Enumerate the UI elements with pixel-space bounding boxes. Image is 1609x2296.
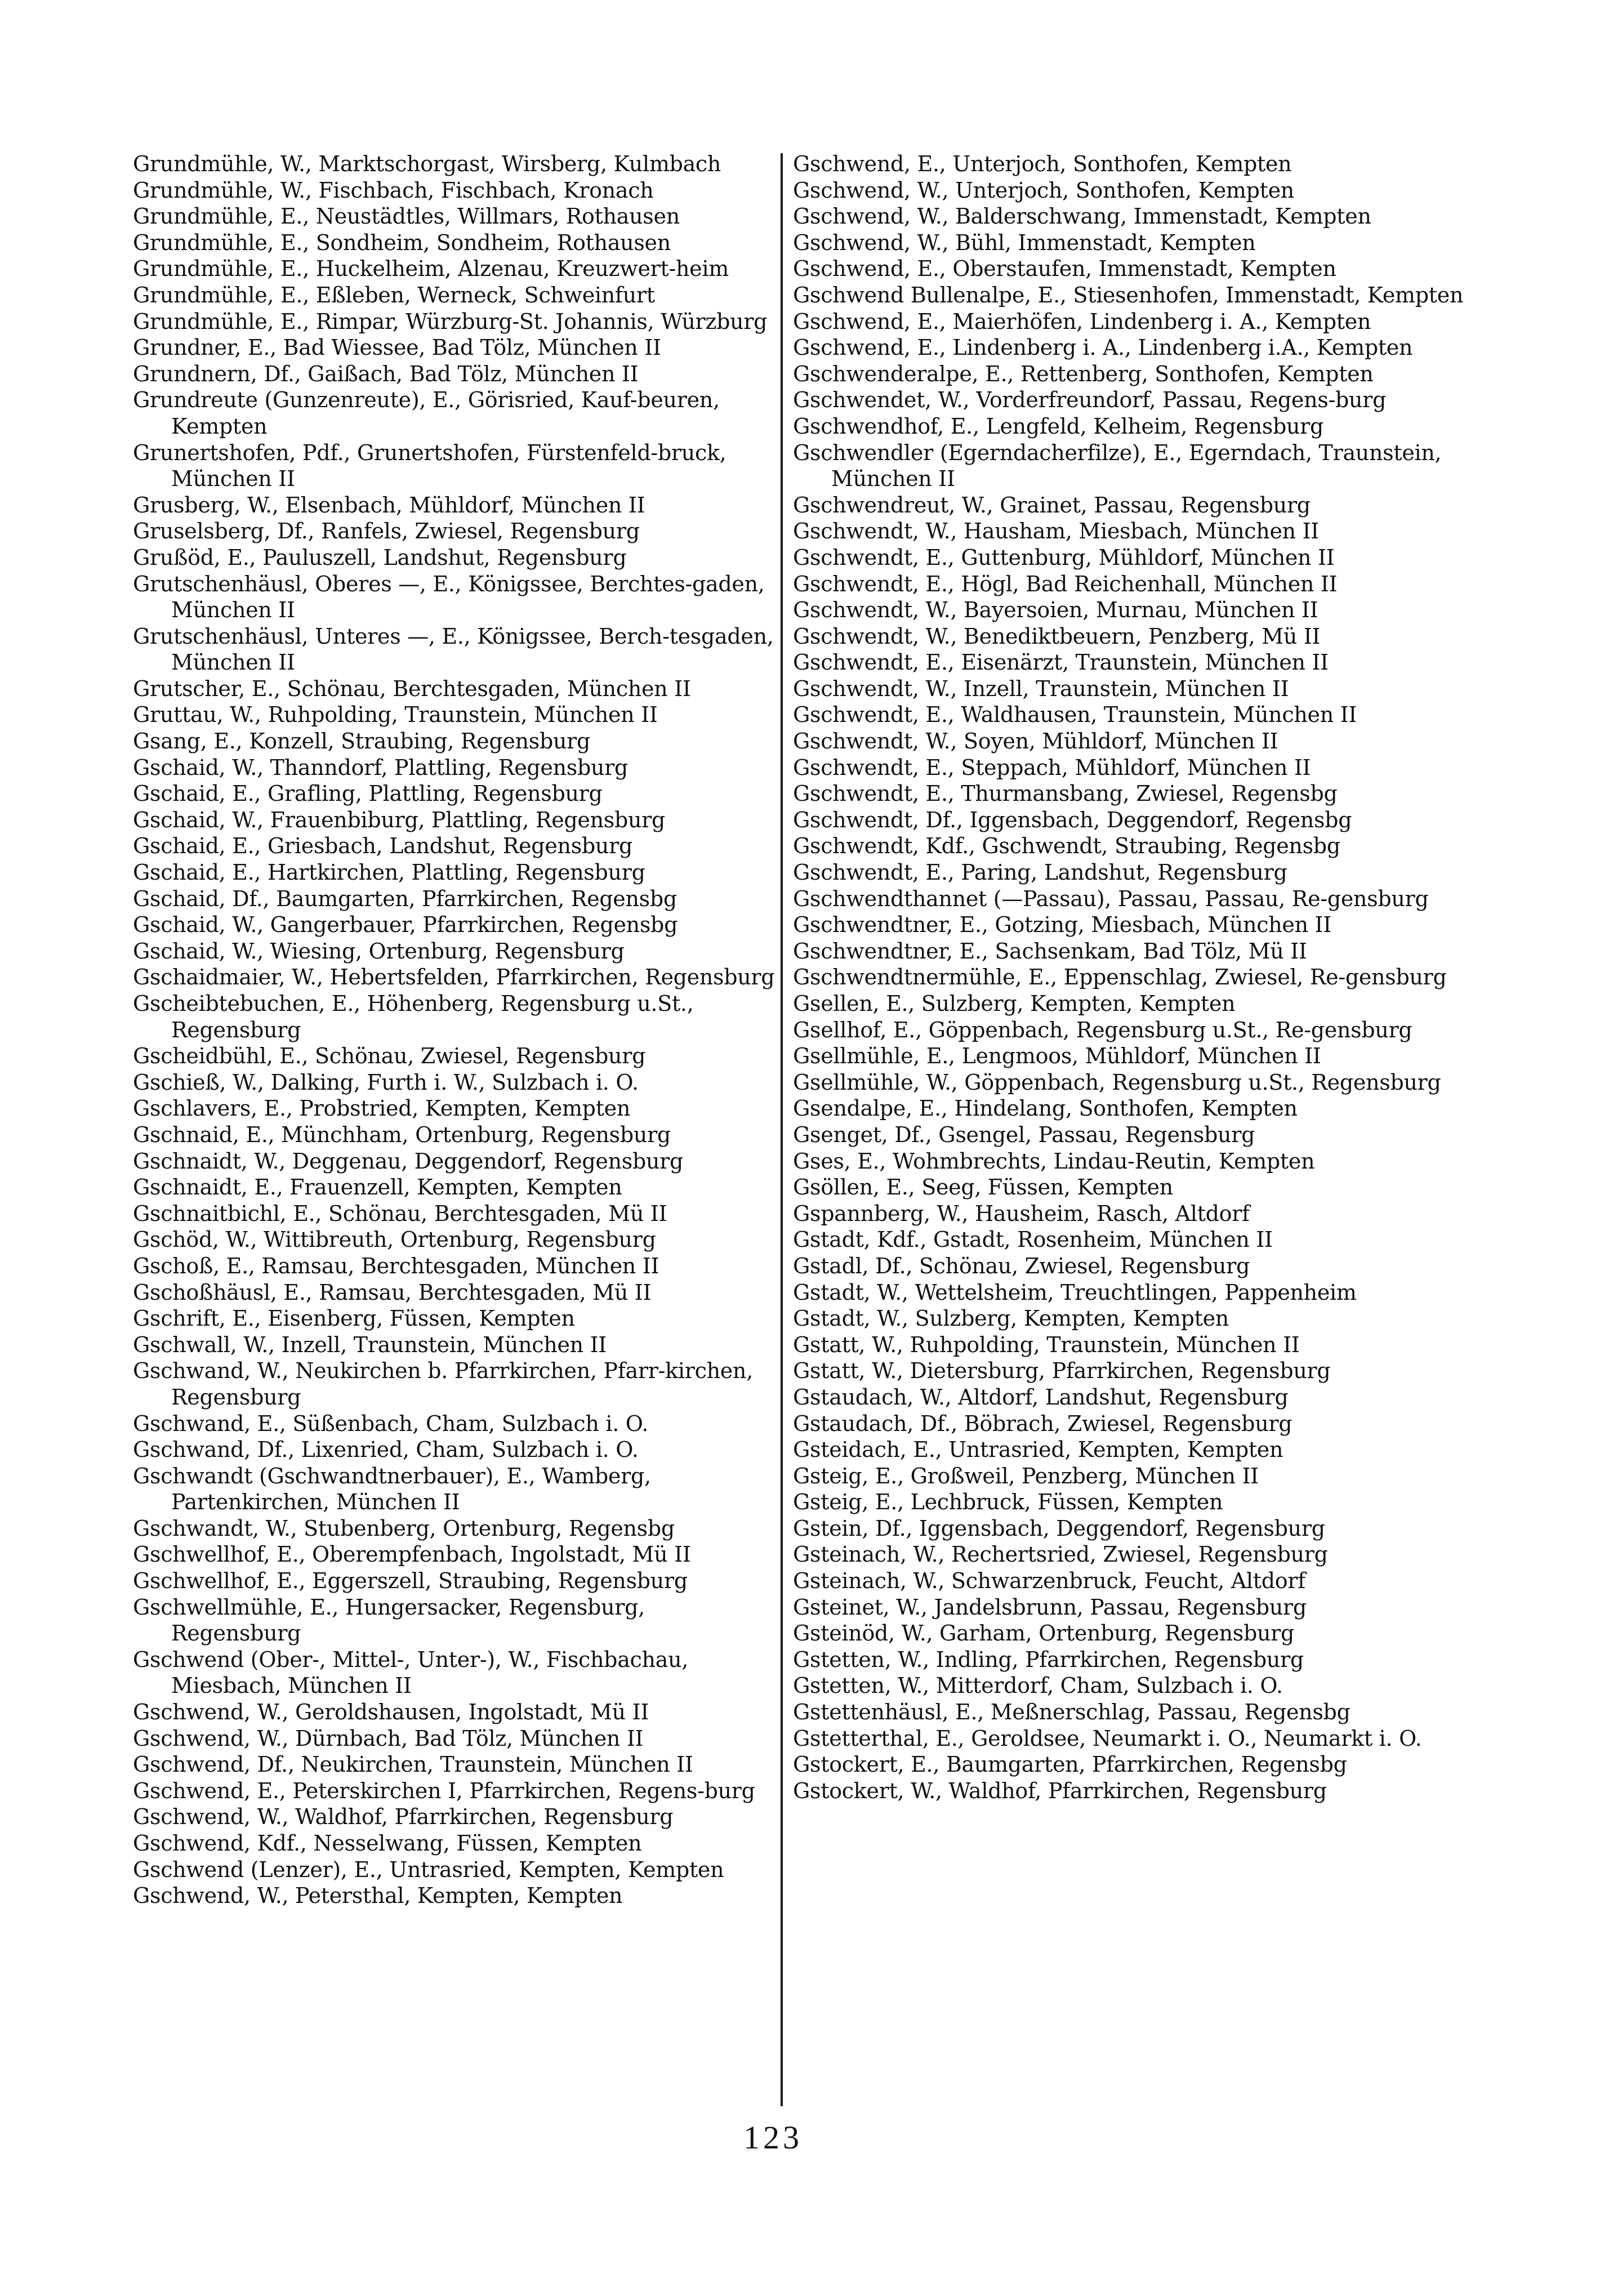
- index-entry: Gstockert, E., Baumgarten, Pfarrkirchen, Regensbg: [793, 1752, 1347, 1777]
- index-entry: Gschlavers, E., Probstried, Kempten, Kempten: [133, 1096, 631, 1121]
- index-entry: Gstadt, Kdf., Gstadt, Rosenheim, München II: [793, 1227, 1273, 1252]
- index-entry: Gsellhof, E., Göppenbach, Regensburg u.St., Re-gensburg: [793, 1017, 1412, 1042]
- index-entry: Gschwellhof, E., Eggerszell, Straubing, Regensburg: [133, 1568, 688, 1594]
- index-entry: Gschaid, W., Thanndorf, Plattling, Regensburg: [133, 755, 629, 780]
- index-entry: Gschwend, Df., Neukirchen, Traunstein, München II: [133, 1752, 693, 1777]
- index-entry: Gschaid, Df., Baumgarten, Pfarrkirchen, Regensbg: [133, 886, 677, 911]
- index-entry: Gschwendhof, E., Lengfeld, Kelheim, Regensburg: [793, 413, 1324, 439]
- index-entry: Gschwend, W., Petersthal, Kempten, Kempten: [133, 1883, 623, 1909]
- index-entry: Gschaidmaier, W., Hebertsfelden, Pfarrkirchen, Regensburg: [133, 965, 775, 990]
- index-entry: Gschwendt, E., Thurmansbang, Zwiesel, Regensbg: [793, 781, 1338, 806]
- index-entry: Gschwendt, Kdf., Gschwendt, Straubing, Regensbg: [793, 833, 1340, 859]
- index-entry: Gschnaidt, E., Frauenzell, Kempten, Kempten: [133, 1175, 622, 1200]
- index-entry: Grundmühle, W., Fischbach, Fischbach, Kronach: [133, 177, 654, 203]
- index-entry: Grundmühle, E., Sondheim, Sondheim, Rothausen: [133, 230, 671, 255]
- index-entry: Gschwendtner, E., Gotzing, Miesbach, München II: [793, 912, 1331, 938]
- index-entry: Gschaid, W., Wiesing, Ortenburg, Regensburg: [133, 938, 625, 964]
- column-divider: [781, 153, 783, 2106]
- index-entry: Gschwandt, W., Stubenberg, Ortenburg, Regensbg: [133, 1515, 675, 1541]
- index-entry: Gschwandt (Gschwandtnerbauer), E., Wamberg, Partenkirchen, München II: [133, 1463, 651, 1515]
- index-entry: Gruselsberg, Df., Ranfels, Zwiesel, Regensburg: [133, 519, 640, 544]
- index-entry: Grundmühle, W., Marktschorgast, Wirsberg, Kulmbach: [133, 151, 721, 176]
- index-entry: Grutschenhäusl, Oberes —, E., Königssee, Berchtes-gaden, München II: [133, 571, 765, 623]
- index-entry: Gschwend, E., Maierhöfen, Lindenberg i. A., Kempten: [793, 309, 1371, 334]
- index-entry: Grundmühle, E., Neustädtles, Willmars, Rothausen: [133, 204, 680, 229]
- index-entry: Gses, E., Wohmbrechts, Lindau-Reutin, Kempten: [793, 1148, 1315, 1174]
- index-entry: Gschwend, E., Oberstaufen, Immenstadt, Kempten: [793, 256, 1336, 282]
- index-entry: Grundnern, Df., Gaißach, Bad Tölz, München II: [133, 361, 639, 386]
- index-entry: Gschwendt, W., Bayersoien, Murnau, München II: [793, 598, 1318, 623]
- page-number: 123: [743, 2119, 803, 2156]
- index-entry: Gschnaitbichl, E., Schönau, Berchtesgaden, Mü II: [133, 1201, 667, 1226]
- index-entry: Gsteig, E., Großweil, Penzberg, München II: [793, 1463, 1259, 1488]
- index-entry: Grutschenhäusl, Unteres —, E., Königssee, Berch-tesgaden, München II: [133, 623, 774, 675]
- index-entry: Gstatt, W., Dietersburg, Pfarrkirchen, Regensburg: [793, 1358, 1331, 1384]
- index-entry: Gstatt, W., Ruhpolding, Traunstein, München II: [793, 1332, 1300, 1357]
- right-column: [793, 151, 1469, 1804]
- index-entry: Gsteinach, W., Rechertsried, Zwiesel, Regensburg: [793, 1542, 1328, 1567]
- index-entry: Gschwendtner, E., Sachsenkam, Bad Tölz, Mü II: [793, 938, 1307, 964]
- index-entry: Gsellen, E., Sulzberg, Kempten, Kempten: [793, 991, 1236, 1016]
- index-entry: Gschwand, E., Süßenbach, Cham, Sulzbach i. O.: [133, 1411, 649, 1436]
- index-entry: Gschwellmühle, E., Hungersacker, Regensburg, Regensburg: [133, 1594, 645, 1646]
- index-entry: Gscheibtebuchen, E., Höhenberg, Regensburg u.St., Regensburg: [133, 991, 694, 1042]
- index-entry: Gsteinet, W., Jandelsbrunn, Passau, Regensburg: [793, 1594, 1307, 1620]
- index-entry: Gschwend (Lenzer), E., Untrasried, Kempten, Kempten: [133, 1857, 724, 1882]
- index-entry: Gschnaid, E., Münchham, Ortenburg, Regensburg: [133, 1122, 671, 1147]
- index-entry: Gschwend, W., Waldhof, Pfarrkirchen, Regensburg: [133, 1804, 674, 1830]
- index-entry: Gschaid, E., Griesbach, Landshut, Regensburg: [133, 833, 632, 859]
- index-entry: Gschwall, W., Inzell, Traunstein, München II: [133, 1332, 607, 1357]
- index-entry: Gstetten, W., Mitterdorf, Cham, Sulzbach i. O.: [793, 1673, 1283, 1698]
- index-entry: Grutscher, E., Schönau, Berchtesgaden, München II: [133, 676, 691, 701]
- index-entry: Gsellmühle, E., Lengmoos, Mühldorf, München II: [793, 1044, 1321, 1069]
- index-entry: Grusberg, W., Elsenbach, Mühldorf, München II: [133, 492, 645, 518]
- index-entry: Gschwend, W., Unterjoch, Sonthofen, Kempten: [793, 177, 1294, 203]
- index-entry: Gschwendt, E., Steppach, Mühldorf, München II: [793, 755, 1311, 780]
- index-entry: Gsteinöd, W., Garham, Ortenburg, Regensburg: [793, 1621, 1295, 1646]
- index-entry: Gschwellhof, E., Oberempfenbach, Ingolstadt, Mü II: [133, 1542, 691, 1567]
- index-entry: Gschwendt, E., Waldhausen, Traunstein, München II: [793, 702, 1357, 728]
- index-entry: Gstadl, Df., Schönau, Zwiesel, Regensburg: [793, 1253, 1250, 1278]
- index-entry: Gschwend, Kdf., Nesselwang, Füssen, Kempten: [133, 1831, 642, 1856]
- index-entry: Gsteinach, W., Schwarzenbruck, Feucht, Altdorf: [793, 1568, 1305, 1594]
- index-entry: Gschwend, E., Unterjoch, Sonthofen, Kempten: [793, 151, 1292, 176]
- index-entry: Grundreute (Gunzenreute), E., Görisried, Kauf-beuren, Kempten: [133, 387, 720, 439]
- index-entry: Gschwendt, W., Benediktbeuern, Penzberg, Mü II: [793, 623, 1321, 649]
- index-entry: Gschaid, W., Frauenbiburg, Plattling, Regensburg: [133, 807, 666, 832]
- index-entry: Gstetten, W., Indling, Pfarrkirchen, Regensburg: [793, 1647, 1304, 1672]
- index-entry: Gstaudach, W., Altdorf, Landshut, Regensburg: [793, 1384, 1289, 1410]
- index-entry: Gschwendt, E., Guttenburg, Mühldorf, München II: [793, 545, 1335, 570]
- index-entry: Gschwendreut, W., Grainet, Passau, Regensburg: [793, 492, 1311, 518]
- index-entry: Gscheidbühl, E., Schönau, Zwiesel, Regensburg: [133, 1044, 646, 1069]
- index-entry: Gschoß, E., Ramsau, Berchtesgaden, München II: [133, 1253, 659, 1278]
- index-entry: Gschwendler (Egerndacherfilze), E., Egerndach, Traunstein, München II: [793, 440, 1442, 492]
- index-entry: Gschoßhäusl, E., Ramsau, Berchtesgaden, Mü II: [133, 1279, 652, 1305]
- index-entry: Gschwendt, E., Eisenärzt, Traunstein, München II: [793, 650, 1329, 675]
- index-entry: Grußöd, E., Pauluszell, Landshut, Regensburg: [133, 545, 627, 570]
- index-entry: Gspannberg, W., Hausheim, Rasch, Altdorf: [793, 1201, 1250, 1226]
- index-entry: Gschieß, W., Dalking, Furth i. W., Sulzbach i. O.: [133, 1069, 639, 1095]
- index-entry: Gsellmühle, W., Göppenbach, Regensburg u.St., Regensburg: [793, 1069, 1441, 1095]
- index-entry: Gschnaidt, W., Deggenau, Deggendorf, Regensburg: [133, 1148, 684, 1174]
- index-entry: Gruttau, W., Ruhpolding, Traunstein, München II: [133, 702, 658, 728]
- index-entry: Grundmühle, E., Rimpar, Würzburg-St. Johannis, Würzburg: [133, 309, 768, 334]
- index-entry: Gschwendtnermühle, E., Eppenschlag, Zwiesel, Re-gensburg: [793, 965, 1447, 990]
- index-entry: Gschrift, E., Eisenberg, Füssen, Kempten: [133, 1306, 575, 1331]
- index-entry: Gsenget, Df., Gsengel, Passau, Regensburg: [793, 1122, 1255, 1147]
- index-entry: Grundmühle, E., Huckelheim, Alzenau, Kreuzwert-heim: [133, 256, 729, 282]
- index-entry: Gschwendt, W., Inzell, Traunstein, München II: [793, 676, 1289, 701]
- index-entry: Gstetterthal, E., Geroldsee, Neumarkt i. O., Neumarkt i. O.: [793, 1726, 1422, 1751]
- index-entry: Gschwendthannet (—Passau), Passau, Passau, Re-gensburg: [793, 886, 1429, 911]
- index-entry: Gschwend, E., Peterskirchen I, Pfarrkirchen, Regens-burg: [133, 1778, 755, 1803]
- index-entry: Gschaid, E., Hartkirchen, Plattling, Regensburg: [133, 860, 645, 885]
- index-entry: Gstadt, W., Wettelsheim, Treuchtlingen, Pappenheim: [793, 1279, 1357, 1305]
- index-entry: Gschöd, W., Wittibreuth, Ortenburg, Regensburg: [133, 1227, 656, 1252]
- index-entry: Gsöllen, E., Seeg, Füssen, Kempten: [793, 1175, 1173, 1200]
- index-entry: Grunertshofen, Pdf., Grunertshofen, Fürstenfeld-bruck, München II: [133, 440, 726, 492]
- index-entry: Gsendalpe, E., Hindelang, Sonthofen, Kempten: [793, 1096, 1298, 1121]
- index-entry: Gstein, Df., Iggensbach, Deggendorf, Regensburg: [793, 1515, 1325, 1541]
- index-entry: Gschwend (Ober-, Mittel-, Unter-), W., Fischbachau, Miesbach, München II: [133, 1647, 689, 1698]
- index-entry: Gschwendt, W., Hausham, Miesbach, München II: [793, 519, 1320, 544]
- index-entry: Gschwendt, W., Soyen, Mühldorf, München II: [793, 729, 1278, 754]
- index-entry: Gschaid, E., Grafling, Plattling, Regensburg: [133, 781, 603, 806]
- left-column: [133, 151, 775, 1909]
- index-entry: Gstaudach, Df., Böbrach, Zwiesel, Regensburg: [793, 1411, 1292, 1436]
- index-entry: Gschwend, W., Balderschwang, Immenstadt, Kempten: [793, 204, 1371, 229]
- index-entry: Gschwend, W., Bühl, Immenstadt, Kempten: [793, 230, 1256, 255]
- index-entry: Gsteidach, E., Untrasried, Kempten, Kempten: [793, 1437, 1283, 1463]
- index-entry: Grundner, E., Bad Wiessee, Bad Tölz, München II: [133, 335, 661, 360]
- index-entry: Gsteig, E., Lechbruck, Füssen, Kempten: [793, 1490, 1223, 1515]
- index-entry: Gschwand, Df., Lixenried, Cham, Sulzbach i. O.: [133, 1437, 639, 1463]
- index-entry: Gschaid, W., Gangerbauer, Pfarrkirchen, Regensbg: [133, 912, 678, 938]
- index-entry: Gsang, E., Konzell, Straubing, Regensburg: [133, 729, 591, 754]
- index-entry: Gstadt, W., Sulzberg, Kempten, Kempten: [793, 1306, 1229, 1331]
- index-entry: Gschwend, E., Lindenberg i. A., Lindenberg i.A., Kempten: [793, 335, 1413, 360]
- index-entry: Gschwendt, Df., Iggensbach, Deggendorf, Regensbg: [793, 807, 1352, 832]
- index-entry: Gschwendt, E., Högl, Bad Reichenhall, München II: [793, 571, 1338, 596]
- index-entry: Grundmühle, E., Eßleben, Werneck, Schweinfurt: [133, 282, 655, 307]
- index-entry: Gschwenderalpe, E., Rettenberg, Sonthofen, Kempten: [793, 361, 1374, 386]
- index-entry: Gschwend, W., Geroldshausen, Ingolstadt, Mü II: [133, 1700, 649, 1725]
- index-entry: Gschwend Bullenalpe, E., Stiesenhofen, Immenstadt, Kempten: [793, 282, 1464, 307]
- index-entry: Gschwendt, E., Paring, Landshut, Regensburg: [793, 860, 1287, 885]
- index-entry: Gschwend, W., Dürnbach, Bad Tölz, München II: [133, 1726, 644, 1751]
- index-entry: Gstockert, W., Waldhof, Pfarrkirchen, Regensburg: [793, 1778, 1327, 1803]
- index-entry: Gschwand, W., Neukirchen b. Pfarrkirchen, Pfarr-kirchen, Regensburg: [133, 1358, 753, 1410]
- index-entry: Gstettenhäusl, E., Meßnerschlag, Passau, Regensbg: [793, 1700, 1351, 1725]
- index-entry: Gschwendet, W., Vorderfreundorf, Passau, Regens-burg: [793, 387, 1387, 413]
